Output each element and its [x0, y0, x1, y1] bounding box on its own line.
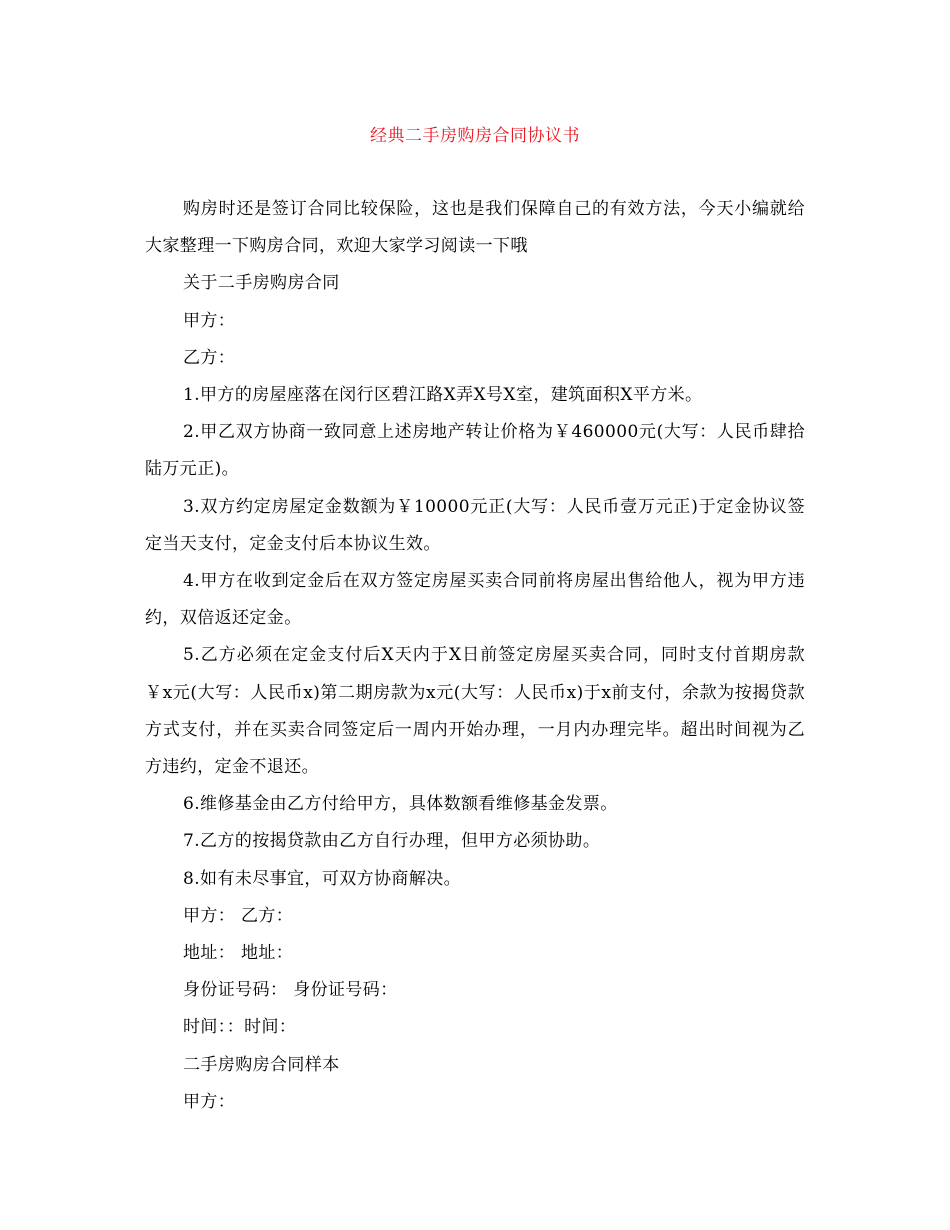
intro-paragraph: 购房时还是签订合同比较保险，这也是我们保障自己的有效方法，今天小编就给大家整理一下购房合同，欢迎大家学习阅读一下哦 [145, 199, 805, 257]
signature-address: 地址： 地址： [183, 943, 294, 964]
signature-parties: 甲方： 乙方： [183, 905, 294, 926]
clause-8: 8.如有未尽事宜，可双方协商解决。 [183, 868, 462, 889]
clause-6: 6.维修基金由乙方付给甲方，具体数额看维修基金发票。 [183, 794, 618, 815]
document-body [145, 191, 805, 1121]
clause-1: 1.甲方的房屋座落在闵行区碧江路X弄X号X室，建筑面积X平方米。 [183, 385, 703, 406]
signature-time: 时间：：时间： [183, 1017, 297, 1038]
sample-heading: 二手房购房合同样本 [183, 1054, 340, 1075]
clause-7: 7.乙方的按揭贷款由乙方自行办理，但甲方必须协助。 [183, 831, 601, 852]
document-title: 经典二手房购房合同协议书 [370, 126, 580, 146]
sample-party-a: 甲方： [183, 1091, 236, 1112]
clause-5: 5.乙方必须在定金支付后X天内于X日前签定房屋买卖合同，同时支付首期房款￥x元(大写：人民币x)第二期房款为x元(大写：人民币x)于x前支付，余款为按揭贷款方式支付，并在买卖合同签定后一周内开始办理，一月内办理完毕。超出时间视为乙方违约，定金不退还。 [145, 645, 805, 778]
clause-2: 2.甲乙双方协商一致同意上述房地产转让价格为￥460000元(大写：人民币肆拾陆万元正)。 [145, 422, 805, 480]
section-heading: 关于二手房购房合同 [183, 273, 340, 294]
party-b-line: 乙方： [183, 347, 236, 368]
signature-id-number: 身份证号码： 身份证号码： [183, 980, 398, 1001]
clause-3: 3.双方约定房屋定金数额为￥10000元正(大写：人民币壹万元正)于定金协议签定当天支付，定金支付后本协议生效。 [145, 496, 805, 554]
clause-4: 4.甲方在收到定金后在双方签定房屋买卖合同前将房屋出售给他人，视为甲方违约，双倍返还定金。 [145, 571, 805, 629]
party-a-line: 甲方： [183, 310, 236, 331]
